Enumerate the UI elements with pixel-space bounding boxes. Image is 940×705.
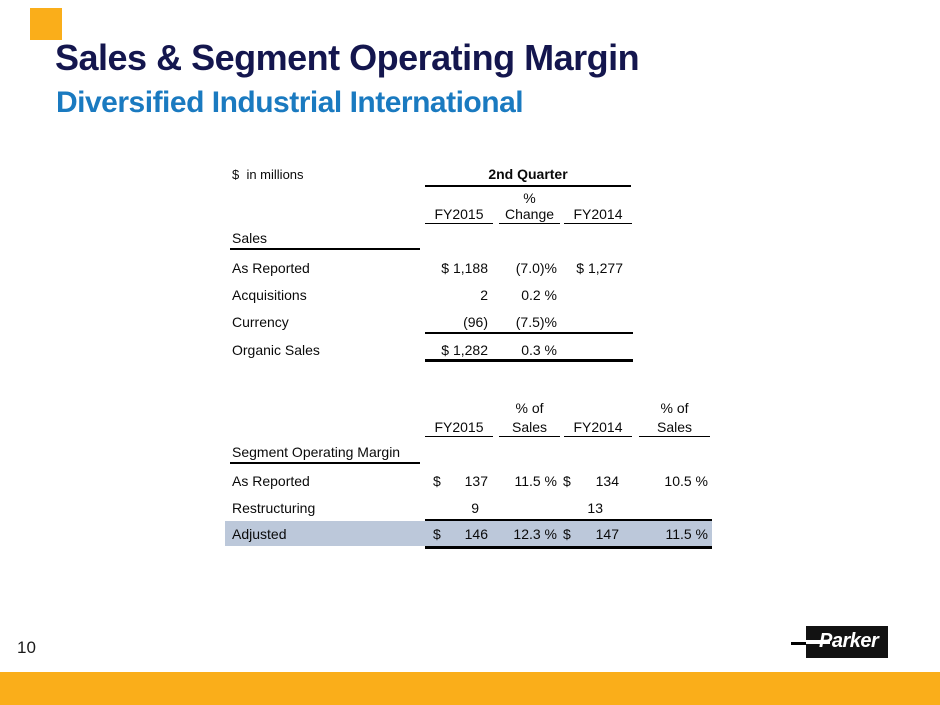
quarter-group-header: 2nd Quarter — [488, 166, 568, 182]
cell-pct-change: 0.2 % — [521, 287, 557, 303]
page-number: 10 — [17, 638, 36, 657]
cell-pct-of-sales-2015: 12.3 % — [513, 526, 557, 542]
table-row-acquisitions — [225, 287, 712, 303]
cell-fy2015 — [433, 526, 488, 542]
cell-pct-of-sales-2015: 11.5 % — [514, 473, 557, 489]
value: 13 — [587, 500, 603, 516]
cell-pct-of-sales-2014: 10.5 % — [664, 473, 708, 489]
units-label: $ in millions — [232, 167, 304, 182]
row-label: Acquisitions — [232, 287, 307, 303]
cell-fy2014 — [563, 473, 619, 489]
cell-fy2015: (96) — [463, 314, 488, 330]
cell-fy2015: $ 1,188 — [441, 260, 488, 276]
cell-fy2014 — [565, 314, 623, 330]
cell-pct-of-sales-2014 — [639, 500, 708, 516]
currency-sign: $ — [433, 473, 441, 489]
logo-box — [806, 626, 888, 658]
cell-fy2014 — [563, 526, 619, 542]
table-row-restructuring — [225, 500, 712, 516]
row-label: Adjusted — [232, 526, 287, 542]
cell-pct-change: (7.0)% — [515, 260, 557, 276]
cell-fy2014 — [563, 500, 619, 516]
value: 134 — [595, 473, 619, 489]
currency-sign: $ — [563, 526, 571, 542]
col-header-pct-of-top-2: % of — [660, 400, 689, 416]
table-row-as-reported — [225, 260, 712, 276]
rule-below-adjusted — [425, 546, 712, 549]
row-label: As Reported — [232, 473, 310, 489]
cell-pct-change: (7.5)% — [515, 314, 557, 330]
rule-above-adjusted — [425, 519, 712, 521]
col-header-pct-top: % — [523, 190, 536, 206]
cell-pct-change: 0.3 % — [521, 342, 557, 358]
section-rule-margin — [230, 462, 420, 464]
value: 147 — [595, 526, 619, 542]
section-label-segment-operating-margin: Segment Operating Margin — [232, 444, 401, 460]
row-label: As Reported — [232, 260, 310, 276]
col-header-pct-change: Change — [499, 206, 560, 224]
currency-sign: $ — [433, 526, 441, 542]
segment-operating-margin-table — [225, 395, 712, 560]
col-header-fy2014: FY2014 — [564, 206, 632, 224]
table-row-currency — [225, 314, 712, 330]
logo-brand-text: Parker — [819, 630, 879, 652]
slide-subtitle: Diversified Industrial International — [56, 86, 524, 119]
quarter-header-rule — [425, 185, 631, 187]
parker-logo — [791, 626, 891, 659]
col-header-fy2015: FY2015 — [425, 419, 493, 437]
slide-title: Sales & Segment Operating Margin — [55, 37, 640, 78]
col-header-pct-of-sales-2015: Sales — [499, 419, 560, 437]
col-header-fy2015: FY2015 — [425, 206, 493, 224]
cell-fy2014: $ 1,277 — [576, 260, 623, 276]
section-label-sales: Sales — [232, 230, 268, 246]
total-rule — [425, 359, 633, 362]
row-label: Restructuring — [232, 500, 316, 516]
cell-fy2015 — [433, 473, 488, 489]
col-header-pct-of-sales-2014: Sales — [639, 419, 710, 437]
section-rule-sales — [230, 248, 420, 250]
currency-sign: $ — [563, 473, 571, 489]
value: 137 — [464, 473, 488, 489]
cell-fy2014 — [565, 342, 623, 358]
table-row-organic-sales — [225, 342, 712, 358]
cell-fy2015: $ 1,282 — [441, 342, 488, 358]
table-row-as-reported — [225, 473, 712, 489]
col-header-fy2014: FY2014 — [564, 419, 632, 437]
cell-fy2015 — [433, 500, 488, 516]
value: 9 — [471, 500, 479, 516]
table-row-adjusted — [225, 526, 712, 542]
cell-pct-of-sales-2014: 11.5 % — [665, 526, 708, 542]
cell-pct-of-sales-2015 — [499, 500, 557, 516]
col-header-pct-of-top-1: % of — [515, 400, 544, 416]
value: 146 — [464, 526, 488, 542]
subtotal-rule — [425, 332, 633, 334]
row-label: Organic Sales — [232, 342, 320, 358]
sales-table — [225, 160, 712, 370]
cell-fy2015: 2 — [480, 287, 488, 303]
bottom-accent-bar — [0, 672, 940, 705]
row-label: Currency — [232, 314, 289, 330]
cell-fy2014 — [565, 287, 623, 303]
